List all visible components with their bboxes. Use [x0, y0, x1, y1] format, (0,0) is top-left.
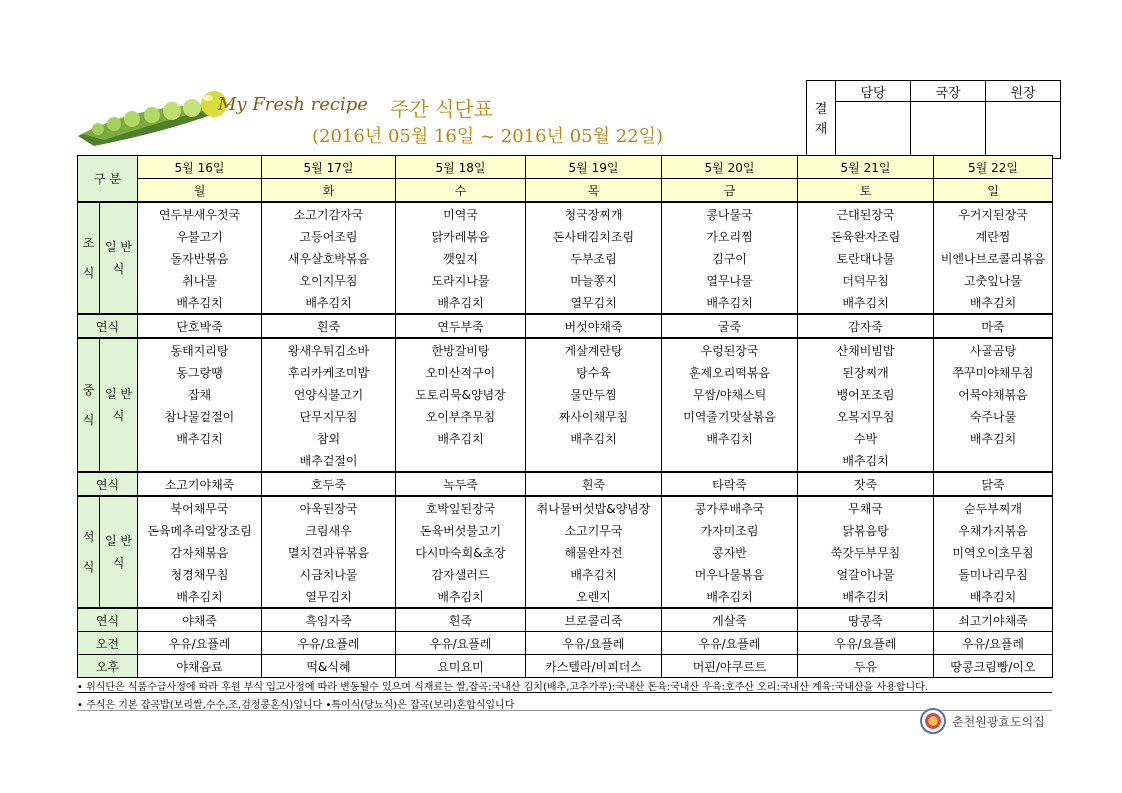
menu-item: 물만두찜: [526, 383, 662, 405]
menu-item: 오이부추무침: [396, 405, 526, 427]
soft-diet-item: 감자죽: [798, 314, 934, 338]
menu-item: 도라지나물: [396, 269, 526, 291]
menu-item: 배추김치: [262, 291, 396, 314]
soft-diet-item: 브로콜리죽: [526, 608, 662, 632]
menu-item: 열무김치: [526, 291, 662, 314]
menu-item: 배추김치: [396, 291, 526, 314]
menu-item: 게살계란탕: [526, 338, 662, 361]
menu-item: 크림새우: [262, 519, 396, 541]
menu-item: 동그랑땡: [138, 361, 262, 383]
menu-item: 열무김치: [262, 585, 396, 608]
soft-diet-item: 쇠고기야채죽: [934, 608, 1053, 632]
meal-name: 조 식: [78, 202, 100, 314]
menu-item: 사골곰탕: [934, 338, 1053, 361]
menu-item: 다시마숙회&초장: [396, 541, 526, 563]
brand-text: My Fresh recipe: [218, 94, 368, 115]
menu-item: 배추겉절이: [262, 449, 396, 472]
snack-item: 머핀/야쿠르트: [662, 655, 798, 678]
soft-diet-item: 단호박죽: [138, 314, 262, 338]
menu-item: 단무지무침: [262, 405, 396, 427]
menu-item: 감자샐러드: [396, 563, 526, 585]
menu-item: 배추김치: [396, 585, 526, 608]
menu-item: 된장찌개: [798, 361, 934, 383]
weekday-header: 일: [934, 179, 1053, 203]
menu-item: 무채국: [798, 496, 934, 519]
menu-item: 탕수육: [526, 361, 662, 383]
soft-diet-item: 흰죽: [262, 314, 396, 338]
institution: [920, 708, 1045, 734]
menu-item: 머우나물볶음: [662, 563, 798, 585]
menu-item: 배추김치: [798, 291, 934, 314]
menu-item: 배추김치: [526, 427, 662, 449]
menu-item: 배추김치: [526, 563, 662, 585]
menu-item: 오이지무침: [262, 269, 396, 291]
soft-diet-item: 야채죽: [138, 608, 262, 632]
meal-type: 일 반 식: [100, 202, 138, 314]
menu-item: 배추김치: [138, 427, 262, 449]
menu-item: 가자미조림: [662, 519, 798, 541]
menu-item: 새우살호박볶음: [262, 247, 396, 269]
menu-item: [138, 449, 262, 472]
approval-box: [806, 80, 1061, 159]
menu-item: 우렁된장국: [662, 338, 798, 361]
menu-item: [526, 449, 662, 472]
soft-diet-item: 흰죽: [396, 608, 526, 632]
soft-diet-item: 잣죽: [798, 472, 934, 496]
menu-item: 돈육완자조림: [798, 225, 934, 247]
soft-diet-item: 녹두죽: [396, 472, 526, 496]
menu-item: 오복지무침: [798, 405, 934, 427]
menu-item: 우거지된장국: [934, 202, 1053, 225]
menu-item: 한방갈비탕: [396, 338, 526, 361]
date-header: 5월 18일: [396, 156, 526, 179]
weekly-menu-table: [77, 155, 1053, 678]
soft-diet-item: 소고기야채죽: [138, 472, 262, 496]
menu-item: 돌미나리무침: [934, 563, 1053, 585]
menu-item: 잡채: [138, 383, 262, 405]
menu-item: 콩가루배추국: [662, 496, 798, 519]
soft-diet-label: 연식: [78, 608, 138, 632]
date-range: (2016년 05월 16일 ~ 2016년 05월 22일): [312, 126, 664, 147]
approval-label: 결 재: [807, 81, 836, 159]
date-header: 5월 17일: [262, 156, 396, 179]
soft-diet-item: 굴죽: [662, 314, 798, 338]
date-header: 5월 22일: [934, 156, 1053, 179]
menu-item: 두부조림: [526, 247, 662, 269]
menu-item: 돌자반볶음: [138, 247, 262, 269]
soft-diet-item: 흰죽: [526, 472, 662, 496]
snack-item: 우유/요플레: [396, 632, 526, 655]
snack-label: 오후: [78, 655, 138, 678]
menu-item: 김구이: [662, 247, 798, 269]
menu-item: 짜사이채무침: [526, 405, 662, 427]
snack-item: 요미요미: [396, 655, 526, 678]
menu-item: 고등어조림: [262, 225, 396, 247]
menu-item: 열무나물: [662, 269, 798, 291]
menu-item: 미역국: [396, 202, 526, 225]
menu-item: 산채비빔밥: [798, 338, 934, 361]
weekday-header: 화: [262, 179, 396, 203]
menu-item: 아욱된장국: [262, 496, 396, 519]
menu-item: 우불고기: [138, 225, 262, 247]
weekday-header: 목: [526, 179, 662, 203]
divider: [77, 710, 1052, 711]
menu-item: 배추김치: [662, 291, 798, 314]
meal-name: 중 식: [78, 338, 100, 472]
menu-item: 돈사태김치조림: [526, 225, 662, 247]
menu-item: 근대된장국: [798, 202, 934, 225]
menu-item: 더덕무침: [798, 269, 934, 291]
soft-diet-label: 연식: [78, 472, 138, 496]
snack-item: 우유/요플레: [526, 632, 662, 655]
soft-diet-item: 땅콩죽: [798, 608, 934, 632]
menu-item: 순두부찌개: [934, 496, 1053, 519]
snack-item: 야채음료: [138, 655, 262, 678]
weekday-header: 월: [138, 179, 262, 203]
snack-item: 두유: [798, 655, 934, 678]
institution-emblem-icon: [920, 708, 946, 734]
snack-item: 우유/요플레: [934, 632, 1053, 655]
soft-diet-item: 흑임자죽: [262, 608, 396, 632]
menu-item: 콩나물국: [662, 202, 798, 225]
soft-diet-label: 연식: [78, 314, 138, 338]
menu-item: 미역줄기맛살볶음: [662, 405, 798, 427]
menu-item: 뱅어포조림: [798, 383, 934, 405]
approval-role: 담당: [836, 81, 911, 102]
menu-item: 오미산적구이: [396, 361, 526, 383]
menu-item: 후리카케조미밥: [262, 361, 396, 383]
snack-item: 우유/요플레: [262, 632, 396, 655]
menu-item: 참외: [262, 427, 396, 449]
menu-item: 동태지리탕: [138, 338, 262, 361]
snack-item: 떡&식혜: [262, 655, 396, 678]
menu-item: 닭카레볶음: [396, 225, 526, 247]
note-staple: • 주식은 기본 잡곡밥(보리쌀,수수,조,검정콩혼식)입니다 •특이식(당뇨식)은 잡곡(보리)혼합식입니다: [77, 700, 515, 711]
date-header: 5월 20일: [662, 156, 798, 179]
approval-sign-cell[interactable]: [986, 102, 1061, 159]
snack-item: 우유/요플레: [138, 632, 262, 655]
menu-item: 배추김치: [662, 585, 798, 608]
snack-item: 땅콩크림빵/이오: [934, 655, 1053, 678]
menu-item: 쭈꾸미야채무침: [934, 361, 1053, 383]
category-header: 구 분: [78, 156, 138, 203]
menu-item: 비엔나브로콜리볶음: [934, 247, 1053, 269]
menu-item: 호박잎된장국: [396, 496, 526, 519]
menu-item: 수박: [798, 427, 934, 449]
soft-diet-item: 연두부죽: [396, 314, 526, 338]
menu-item: 어묵야채볶음: [934, 383, 1053, 405]
soft-diet-item: 호두죽: [262, 472, 396, 496]
menu-item: 언양식불고기: [262, 383, 396, 405]
page-title: 주간 식단표: [390, 97, 493, 121]
menu-item: [934, 449, 1053, 472]
menu-item: 배추김치: [798, 585, 934, 608]
menu-item: 훈제오리떡볶음: [662, 361, 798, 383]
menu-item: 숙주나물: [934, 405, 1053, 427]
weekday-header: 토: [798, 179, 934, 203]
menu-item: 배추김치: [934, 427, 1053, 449]
weekday-header: 수: [396, 179, 526, 203]
menu-item: [662, 449, 798, 472]
menu-item: 쑥갓두부무침: [798, 541, 934, 563]
menu-item: 청국장찌개: [526, 202, 662, 225]
menu-item: 배추김치: [934, 585, 1053, 608]
menu-item: 시금치나물: [262, 563, 396, 585]
menu-item: 감자채볶음: [138, 541, 262, 563]
menu-item: 배추김치: [396, 427, 526, 449]
menu-item: 깻잎지: [396, 247, 526, 269]
institution-name: 춘천원광효도의집: [952, 714, 1045, 729]
menu-item: 오렌지: [526, 585, 662, 608]
menu-item: 마늘쫑지: [526, 269, 662, 291]
menu-item: 소고기감자국: [262, 202, 396, 225]
approval-sign-cell[interactable]: [911, 102, 986, 159]
menu-item: 미역오이초무침: [934, 541, 1053, 563]
date-header: 5월 19일: [526, 156, 662, 179]
menu-item: 참나물겉절이: [138, 405, 262, 427]
menu-item: 북어채무국: [138, 496, 262, 519]
menu-item: 취나물: [138, 269, 262, 291]
menu-item: 얼갈이나물: [798, 563, 934, 585]
approval-role: 국장: [911, 81, 986, 102]
meal-name: 석 식: [78, 496, 100, 608]
menu-item: 닭볶음탕: [798, 519, 934, 541]
snack-item: 우유/요플레: [662, 632, 798, 655]
menu-item: 왕새우튀김소바: [262, 338, 396, 361]
menu-item: 도토리묵&양념장: [396, 383, 526, 405]
date-header: 5월 16일: [138, 156, 262, 179]
menu-item: 배추김치: [138, 291, 262, 314]
menu-item: 청경채무침: [138, 563, 262, 585]
menu-item: 토란대나물: [798, 247, 934, 269]
meal-type: 일 반 식: [100, 338, 138, 472]
menu-item: 소고기무국: [526, 519, 662, 541]
menu-item: [396, 449, 526, 472]
menu-item: 해물완자전: [526, 541, 662, 563]
approval-role: 원장: [986, 81, 1061, 102]
menu-item: 무쌈/야채스틱: [662, 383, 798, 405]
menu-item: 배추김치: [138, 585, 262, 608]
snack-item: 우유/요플레: [798, 632, 934, 655]
soft-diet-item: 마죽: [934, 314, 1053, 338]
menu-item: 멸치견과류볶음: [262, 541, 396, 563]
meal-type: 일 반 식: [100, 496, 138, 608]
menu-item: 계란찜: [934, 225, 1053, 247]
soft-diet-item: 게살죽: [662, 608, 798, 632]
menu-item: 취나물버섯밥&양념장: [526, 496, 662, 519]
menu-item: 콩자반: [662, 541, 798, 563]
menu-item: 돈육버섯불고기: [396, 519, 526, 541]
note-ingredients: • 위식단은 식품수급사정에 따라 후원 부식 입고사정에 따라 변동될수 있으며 식재료는 쌀,잡곡:국내산 김치(배추,고추가루):국내산 돈육:국내산 우육:호주산 오리:국내산 계육:국내산을 사용합니다.: [77, 682, 928, 693]
snack-item: 카스텔라/비피더스: [526, 655, 662, 678]
soft-diet-item: 닭죽: [934, 472, 1053, 496]
soft-diet-item: 타락죽: [662, 472, 798, 496]
approval-sign-cell[interactable]: [836, 102, 911, 159]
menu-item: 배추김치: [798, 449, 934, 472]
divider: [77, 692, 1052, 693]
weekday-header: 금: [662, 179, 798, 203]
snack-label: 오전: [78, 632, 138, 655]
menu-item: 배추김치: [662, 427, 798, 449]
soft-diet-item: 버섯야채죽: [526, 314, 662, 338]
menu-item: 돈육메추리알장조림: [138, 519, 262, 541]
menu-item: 가오리찜: [662, 225, 798, 247]
date-header: 5월 21일: [798, 156, 934, 179]
menu-item: 고춧잎나물: [934, 269, 1053, 291]
menu-item: 연두부새우젓국: [138, 202, 262, 225]
menu-item: 배추김치: [934, 291, 1053, 314]
menu-item: 우채가지볶음: [934, 519, 1053, 541]
